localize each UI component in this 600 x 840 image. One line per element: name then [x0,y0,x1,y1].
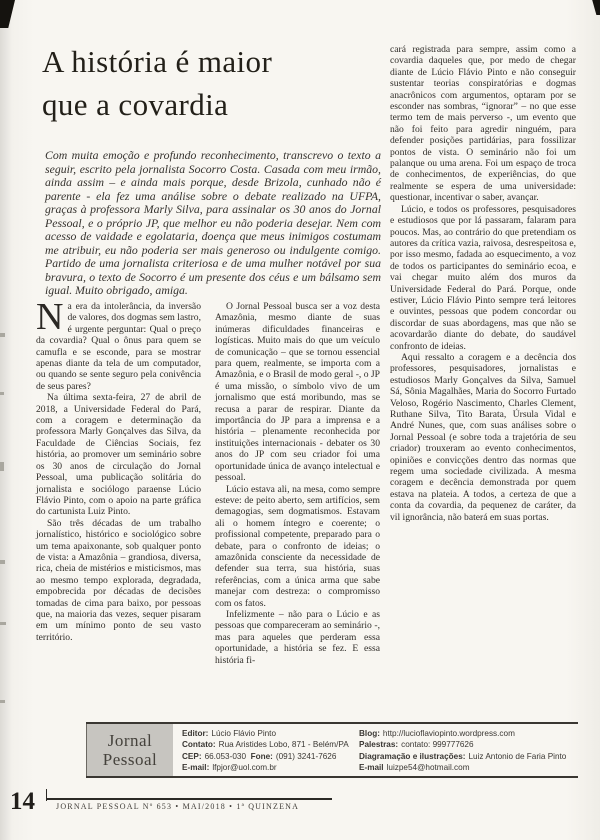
drop-cap: N [36,296,64,338]
email2-line: E-mail luizpe54@hotmail.com [359,763,470,773]
editor-info [173,724,350,776]
cep-fone-line: CEP: 66.053-030 Fone: (091) 3241-7626 [182,751,337,761]
paragraph: Infelizmente – não para o Lúcio e as pessoas que compareceram ao seminário -, mas para aqueles que perderam essa oportunidade, a história se fez. E essa história fi- [215,608,380,666]
scan-artifact [0,700,5,703]
scan-artifact-corner-right [588,0,600,15]
scan-artifact [0,392,4,395]
blog-line: Blog: http://lucioflaviopinto.wordpress.com [359,729,515,738]
paragraph: Aqui ressalto a coragem e a decência dos professores, pesquisadores, jornalistas e estudiosos Marly Gonçalves da Silva, Samuel Sá, Sônia Magalhães, Maria do Socorro Furtado Veloso, Rogério Nascimento, Charles Clement, Ruthane Silva, Tito Barata, Úrsula Vidal e André Nunes, que, com suas análises sobre o Jornal Pessoal (e sobre toda a trajetória de seu criador) trouxeram ao evento conhecimentos, opiniões e convicções dentro das normas que regem uma sociedade civilizada. A mesma coragem e decência demonstrada por quem estava na plateia. A todos, a certeza de que a conta da covardia, da pequenez de caráter, da vil ignorância, não baterá em suas portas. [390,351,576,523]
title-line-2: que a covardia [42,87,229,122]
paragraph-text: a era da intolerância, da inversão de valores, dos dogmas sem lastro, é urgente perguntar: Qual o preço da covardia? Qual o ônus para quem se camufla e se esconde, para se mostrar apenas diante da tela de um computador, ou quando se sente seguro pela conivência de seus pares? [36,301,201,392]
jornal-pessoal-logo [86,724,173,776]
publication-info [350,724,578,776]
paragraph [36,296,201,392]
contato-line: Contato: Rua Aristides Lobo, 871 - Belém/PA [182,740,349,750]
paragraph: cará registrada para sempre, assim como a covardia daqueles que, por medo de chegar diante de Lúcio Flávio Pinto e não conseguir sustentar teorias conspiratórias e dogmas anacrônicos com argumentos, optaram por se esconder nas sombras, “ignorar” – no que esse termo tem de mais perverso -, um evento que não foi feito para agredir ninguém, para defender posições partidárias, para fossilizar pontos de vista. O seminário não foi um palanque ou uma arena. Foi um espaço de troca de conhecimentos, de experiências, do que realmente se espera de uma universidade: questionar, incentivar o saber, avançar. [390,44,576,204]
body-column-1 [36,296,201,666]
article-body [36,296,380,666]
title-line-1: A história é maior [42,44,273,79]
page-title [42,40,272,126]
scan-artifact [0,560,5,564]
email-line: E-mail: lfpjor@uol.com.br [182,763,277,773]
edition-info: JORNAL PESSOAL Nº 653 • MAI/2018 • 1ª QUINZENA [56,802,300,811]
footer-rule [46,798,332,800]
page-number: 14 [10,788,35,815]
diagramacao-line: Diagramação e ilustrações: Luiz Antonio de Faria Pinto [359,751,567,761]
article-lede: Com muita emoção e profundo reconhecimento, transcrevo o texto a seguir, escrito pela jornalista Socorro Costa. Casada com meu irmão, ainda assim – e ainda mais porque, desde Brizola, cunhado não é parente - ela fez uma análise sobre o debate realizado na UFPA, graças à professora Marly Silva, para assinalar os 30 anos do Jornal Pessoal, e o próprio JP, que melhor eu não poderia desejar. Nem com acesso de vaidade e egolataria, doença que meus inimigos costumam me atribuir, eu não poderia ser mais generoso ou indulgente comigo. Partido de uma jornalista criteriosa e de uma mulher notável por sua bravura, o texto de Socorro é um presente dos céus e um bálsamo sem igual. Muito obrigado, amiga. [45,148,381,297]
masthead-strip [86,722,578,778]
paragraph: São três décadas de um trabalho jornalístico, histórico e sociológico sobre um tema apaixonante, sob qualquer ponto de vista: a Amazônia – grandiosa, diversa, rica, cheia de mistérios e misticismos, mas ao mesmo tempo explorada, degradada, empobrecida por décadas de decisões tomadas de cima para baixo, por pessoas que, na maioria das vezes, sequer pisaram em um mínimo ponto de seu vasto território. [36,517,201,643]
paragraph: O Jornal Pessoal busca ser a voz desta Amazônia, mesmo diante de suas inúmeras dificuldades financeiras e logísticas. Muito mais do que um veículo de comunicação – que se tornou essencial para quem, realmente, se importa com a Amazônia, e o Brasil de modo geral -, o JP é uma missão, o símbolo vivo de um jornalismo que está moribundo, mas se recusa a parar de respirar. Diante da importância do JP para a imprensa e a história – plenamente reconhecida por instituições internacionais - debater os 30 anos do JP com seu criador foi uma oportunidade única de avanço intelectual e pessoal. [215,301,380,484]
scan-artifact [0,622,6,625]
scan-artifact-corner-left [0,0,15,28]
scan-artifact [0,333,5,337]
palestras-line: Palestras: contato: 999777626 [359,740,474,750]
paragraph: Lúcio estava ali, na mesa, como sempre esteve: de peito aberto, sem artifícios, sem demagogias, sem dogmatismos. Estavam ali o homem íntegro e coerente; o profissional competente, preparado para o debate, para o confronto de ideias; o amazônida consciente da necessidade de defender sua terra, sua história, suas referências, com a única arma que sabe manejar com destreza: o compromisso com os fatos. [215,483,380,609]
paragraph: Lúcio, e todos os professores, pesquisadores e estudiosos que por lá passaram, falaram para poucos. Mas, ao contrário do que pretendiam os autores da crítica vazia, raivosa, desrespeitosa e, por isso mesmo, fadada ao esquecimento, a voz de todos os participantes do seminário ecoa, e vai chegar muito além dos muros da Universidade Federal do Pará. Porque, onde estiver, Lúcio Flávio Pinto sempre terá leitores e ouvintes, pessoas que podem concordar ou discordar de suas abordagens, mas que não se acovardarão diante do debate, do saudável confronto de ideias. [390,203,576,352]
editor-line: Editor: Lúcio Flávio Pinto [182,729,277,738]
scan-artifact [0,462,4,471]
body-column-3 [390,44,576,523]
body-column-2 [215,301,380,666]
logo-line-2: Pessoal [102,750,158,769]
paragraph: Na última sexta-feira, 27 de abril de 2018, a Universidade Federal do Pará, com a coragem e determinação da professora Marly Gonçalves das Silva, da Faculdade de Ciências Sociais, fez história, ao promover um seminário sobre os 30 anos de circulação do Jornal Pessoal, uma publicação solitária do jornalista e sociólogo paraense Lúcio Flávio Pinto, com o apoio na parte gráfica do cartunista Luiz Pinto. [36,392,201,518]
logo-line-1: Jornal [107,731,153,750]
